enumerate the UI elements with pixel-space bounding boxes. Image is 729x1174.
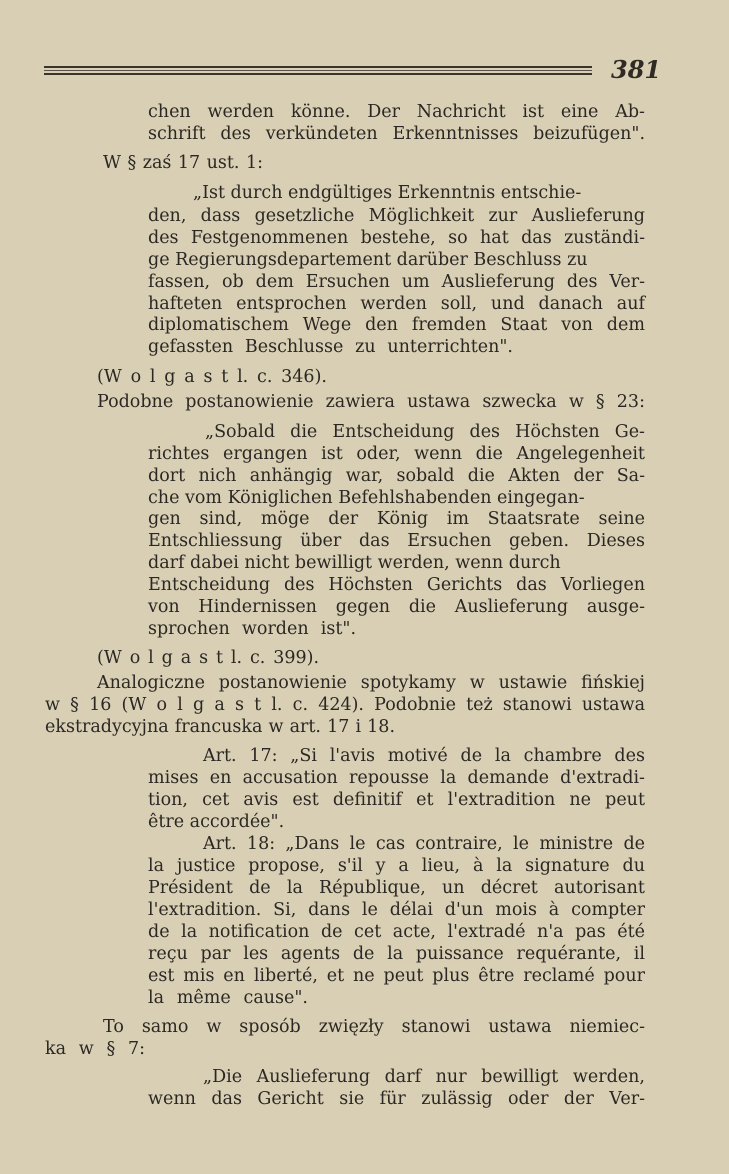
text-line: ge Regierungsdepartement darüber Beschluss zu — [148, 250, 588, 270]
text-line: von Hindernissen gegen die Auslieferung ausge- — [148, 597, 645, 617]
header-rule — [44, 66, 592, 75]
text-line: Art. 18: „Dans le cas contraire, le ministre de — [203, 834, 646, 854]
text-line: chen werden könne. Der Nachricht ist eine Ab- — [148, 102, 645, 122]
text-line: diplomatischem Wege den fremden Staat von dem — [148, 315, 645, 335]
text-line: Président de la République, un décret autorisant — [148, 878, 645, 898]
text-line: la justice propose, s'il y a lieu, à la signature du — [148, 856, 645, 876]
text-line: darf dabei nicht bewilligt werden, wenn durch — [148, 553, 561, 573]
text-line: w § 16 (W o l g a s t l. c. 424). Podobnie też stanowi ustawa — [45, 695, 646, 715]
text-line: sprochen worden ist". — [148, 619, 357, 639]
text-line: wenn das Gericht sie für zulässig oder der Ver- — [148, 1089, 645, 1109]
text-line: reçu par les agents de la puissance requérante, il — [148, 944, 645, 964]
text-line: mises en accusation repousse la demande d'extradi- — [148, 768, 645, 788]
page-number: 381 — [611, 55, 662, 84]
text-line: est mis en liberté, et ne peut plus être reclamé pour — [148, 966, 645, 986]
text-line: la même cause". — [148, 988, 308, 1008]
text-line: „Sobald die Entscheidung des Höchsten Ge- — [205, 422, 645, 442]
text-line: hafteten entsprochen werden soll, und danach auf — [148, 294, 645, 314]
text-line: dort nich anhängig war, sobald die Akten der Sa- — [148, 466, 646, 486]
text-line: ekstradycyjna francuska w art. 17 i 18. — [45, 717, 396, 737]
text-line: gefassten Beschlusse zu unterrichten". — [148, 337, 513, 357]
text-line: (W o l g a s t l. c. 399). — [97, 648, 320, 668]
text-line: Art. 17: „Si l'avis motivé de la chambre des — [203, 746, 645, 766]
text-line: gen sind, möge der König im Staatsrate seine — [148, 509, 646, 529]
text-line: „Die Auslieferung darf nur bewilligt werden, — [203, 1067, 645, 1087]
text-line: fassen, ob dem Ersuchen um Auslieferung des Ver- — [148, 272, 646, 292]
text-line: l'extradition. Si, dans le délai d'un mois à compter — [148, 900, 646, 920]
text-line: che vom Königlichen Befehlshabenden eingegan- — [148, 488, 585, 508]
text-line: ka w § 7: — [45, 1039, 145, 1059]
text-line: Podobne postanowienie zawiera ustawa szwecka w § 23: — [97, 392, 645, 412]
text-line: „Ist durch endgültiges Erkenntnis entschie- — [193, 183, 582, 203]
text-line: Entschliessung über das Ersuchen geben. Dieses — [148, 531, 646, 551]
text-line: schrift des verkündeten Erkenntnisses beizufügen". — [148, 124, 646, 144]
text-line: de la notification de cet acte, l'extradé n'a pas été — [148, 922, 645, 942]
text-line: Analogiczne postanowienie spotykamy w ustawie fińskiej — [97, 673, 645, 693]
text-line: tion, cet avis est definitif et l'extradition ne peut — [148, 790, 645, 810]
text-line: To samo w sposób zwięzły stanowi ustawa niemiec- — [103, 1017, 645, 1037]
text-line: des Festgenommenen bestehe, so hat das zuständi- — [148, 228, 645, 248]
text-line: W § zaś 17 ust. 1: — [103, 153, 263, 173]
text-line: den, dass gesetzliche Möglichkeit zur Auslieferung — [148, 206, 645, 226]
text-line: Entscheidung des Höchsten Gerichts das Vorliegen — [148, 575, 646, 595]
text-line: (W o l g a s t l. c. 346). — [97, 367, 327, 387]
text-line: être accordée". — [148, 812, 285, 832]
text-line: richtes ergangen ist oder, wenn die Angelegenheit — [148, 444, 645, 464]
